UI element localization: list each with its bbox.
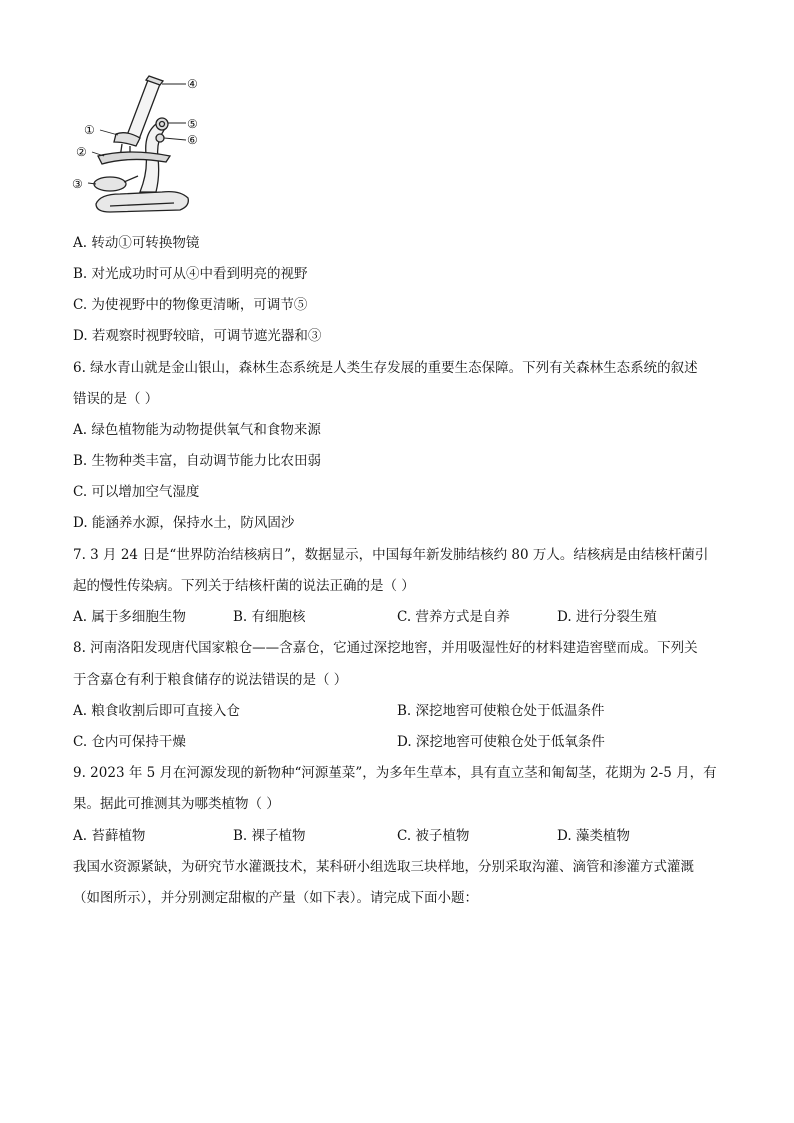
q8-option-c: C. 仓内可保持干燥 bbox=[73, 734, 186, 750]
q9-option-d: D. 藻类植物 bbox=[557, 828, 630, 844]
q5-option-d: D. 若观察时视野较暗，可调节遮光器和③ bbox=[73, 328, 322, 344]
q7-option-b: B. 有细胞核 bbox=[233, 609, 306, 625]
figure-label-4: ④ bbox=[187, 77, 198, 91]
q6-option-d: D. 能涵养水源，保持水土，防风固沙 bbox=[73, 515, 295, 531]
q6-stem-line1: 6. 绿水青山就是金山银山，森林生态系统是人类生存发展的重要生态保障。下列有关森林生态系统的叙述 bbox=[73, 360, 698, 376]
figure-label-2: ② bbox=[76, 145, 87, 159]
q8-option-d: D. 深挖地窖可使粮仓处于低氧条件 bbox=[397, 734, 605, 750]
q6-option-a: A. 绿色植物能为动物提供氧气和食物来源 bbox=[73, 422, 321, 438]
q6-option-c: C. 可以增加空气湿度 bbox=[73, 484, 200, 500]
q7-option-a: A. 属于多细胞生物 bbox=[73, 609, 186, 625]
figure-label-1: ① bbox=[84, 123, 95, 137]
q7-option-c: C. 营养方式是自养 bbox=[397, 609, 510, 625]
q6-stem-line2: 错误的是（ ） bbox=[73, 391, 159, 407]
q9-option-a: A. 苔藓植物 bbox=[73, 828, 146, 844]
leader-line-1 bbox=[100, 130, 118, 135]
q8-option-b: B. 深挖地窖可使粮仓处于低温条件 bbox=[397, 703, 605, 719]
figure-label-5: ⑤ bbox=[187, 117, 198, 131]
q5-option-b: B. 对光成功时可从④中看到明亮的视野 bbox=[73, 266, 308, 282]
q9-option-c: C. 被子植物 bbox=[397, 828, 470, 844]
q6-option-b: B. 生物种类丰富，自动调节能力比农田弱 bbox=[73, 453, 322, 469]
q7-stem-line1: 7. 3 月 24 日是“世界防治结核病日”，数据显示，中国每年新发肺结核约 80 万人。结核病是由结核杆菌引 bbox=[73, 547, 709, 563]
q5-option-c: C. 为使视野中的物像更清晰，可调节⑤ bbox=[73, 297, 308, 313]
q5-option-a: A. 转动①可转换物镜 bbox=[73, 235, 200, 251]
q9-option-b: B. 裸子植物 bbox=[233, 828, 306, 844]
q8-stem-line1: 8. 河南洛阳发现唐代国家粮仓——含嘉仓，它通过深挖地窖，并用吸湿性好的材料建造窖壁而成。下列关 bbox=[73, 640, 698, 656]
microscope-drawing bbox=[70, 72, 210, 220]
figure-label-3: ③ bbox=[72, 177, 83, 191]
passage-line2: （如图所示），并分别测定甜椒的产量（如下表）。请完成下面小题： bbox=[73, 890, 478, 906]
q8-option-a: A. 粮食收割后即可直接入仓 bbox=[73, 703, 240, 719]
q9-stem-line2: 果。据此可推测其为哪类植物（ ） bbox=[73, 796, 280, 812]
q9-stem-line1: 9. 2023 年 5 月在河源发现的新物种“河源堇菜”，为多年生草本，具有直立茎和匍匐茎，花期为 2-5 月，有 bbox=[73, 765, 717, 781]
passage-line1: 我国水资源紧缺，为研究节水灌溉技术，某科研小组选取三块样地，分别采取沟灌、滴管和渗灌方式灌溉 bbox=[73, 859, 694, 875]
q7-stem-line2: 起的慢性传染病。下列关于结核杆菌的说法正确的是（ ） bbox=[73, 578, 415, 594]
leader-line-6 bbox=[164, 138, 186, 140]
q7-option-d: D. 进行分裂生殖 bbox=[557, 609, 657, 625]
figure-label-6: ⑥ bbox=[187, 133, 198, 147]
microscope-figure bbox=[70, 72, 210, 220]
q8-stem-line2: 于含嘉仓有利于粮食储存的说法错误的是（ ） bbox=[73, 672, 348, 688]
